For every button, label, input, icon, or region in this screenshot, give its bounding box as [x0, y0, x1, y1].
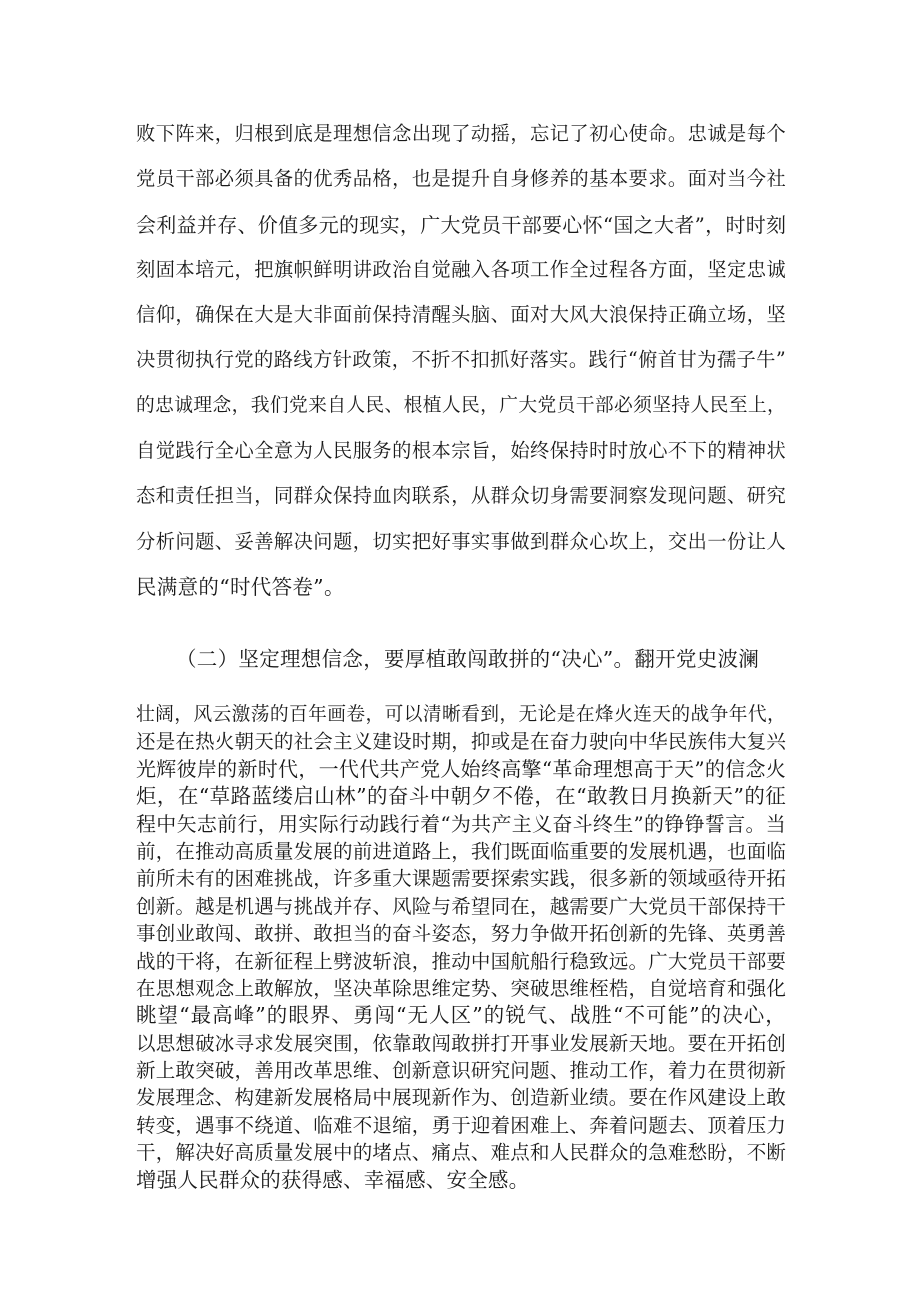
text-line: 决贯彻执行党的路线方针政策，不折不扣抓好落实。践行“俯首甘为孺子牛”	[136, 348, 786, 372]
text-line: 刻固本培元，把旗帜鲜明讲政治自觉融入各项工作全过程各方面，坚定忠诚	[136, 257, 786, 281]
text-line: 发展理念、构建新发展格局中展现新作为、创造新业绩。要在作风建设上敢	[136, 1086, 787, 1110]
text-line: 还是在热火朝天的社会主义建设时期，抑或是在奋力驶向中华民族伟大复兴	[136, 730, 787, 754]
text-line: 转变，遇事不绕道、临难不退缩，勇于迎着困难上、奔着问题去、顶着压力	[136, 1113, 787, 1137]
text-line: 眺望“最高峰”的眼界、勇闯“无人区”的锐气、战胜“不可能”的决心，	[136, 1003, 786, 1028]
text-line: 新上敢突破，善用改革思维、创新意识研究问题、推动工作，着力在贯彻新	[136, 1059, 787, 1083]
text-line: 炬，在“草路蓝缕启山林”的奋斗中朝夕不倦，在“敢教日月换新天”的征	[136, 784, 786, 809]
text-line: 自觉践行全心全意为人民服务的根本宗旨，始终保持时时放心不下的精神状	[136, 439, 786, 463]
text-line: 前所未有的困难挑战，许多重大课题需要探索实践，很多新的领域亟待开拓	[136, 867, 787, 891]
text-line: 败下阵来，归根到底是理想信念出现了动摇，忘记了初心使命。忠诚是每个	[136, 122, 786, 145]
text-line: 程中矢志前行，用实际行动践行着“为共产主义奋斗终生”的铮铮誓言。当	[136, 811, 786, 836]
text-line: 的忠诚理念，我们党来自人民、根植人民，广大党员干部必须坚持人民至上，	[136, 394, 786, 416]
text-line: 在思想观念上敢解放，坚决革除思维定势、突破思维桎梏，自觉培育和强化	[136, 976, 787, 1000]
text-line: 干，解决好高质量发展中的堵点、痛点、难点和人民群众的急难愁盼，不断	[136, 1141, 787, 1165]
text-line: 信仰，确保在大是大非面前保持清醒头脑、面对大风大浪保持正确立场，坚	[136, 303, 786, 327]
section-heading: （二）坚定理想信念，要厚植敢闯敢拼的“决心”。翻开党史波澜	[176, 647, 760, 671]
text-line: 会利益并存、价值多元的现实，广大党员干部要心怀“国之大者”，时时刻	[136, 212, 787, 237]
text-line: 以思想破冰寻求发展突围，依靠敢闯敢拼打开事业发展新天地。要在开拓创	[136, 1031, 787, 1055]
text-line: 创新。越是机遇与挑战并存、风险与希望同在，越需要广大党员干部保持干	[136, 894, 787, 918]
text-line: 民满意的“时代答卷”。	[136, 574, 345, 599]
paragraph-ideals	[136, 639, 786, 1194]
text-line: 增强人民群众的获得感、幸福感、安全感。	[136, 1167, 530, 1192]
text-line: 前，在推动高质量发展的前进道路上，我们既面临重要的发展机遇，也面临	[136, 839, 787, 863]
text-line: 分析问题、妥善解决问题，切实把好事实事做到群众心坎上，交出一份让人	[136, 529, 786, 553]
text-line: 壮阔，风云激荡的百年画卷，可以清晰看到，无论是在烽火连天的战争年代，	[136, 704, 786, 725]
text-line: 光辉彼岸的新时代，一代代共产党人始终高擎“革命理想高于天”的信念火	[136, 756, 786, 781]
text-line: 事创业敢闯、敢拼、敢担当的奋斗姿态，努力争做开拓创新的先锋、英勇善	[136, 922, 787, 946]
text-line: 态和责任担当，同群众保持血肉联系，从群众切身需要洞察发现问题、研究	[136, 484, 786, 508]
paragraph-loyalty	[136, 114, 786, 612]
text-line: 战的干将，在新征程上劈波斩浪，推动中国航船行稳致远。广大党员干部要	[136, 949, 787, 973]
text-line: 党员干部必须具备的优秀品格，也是提升自身修养的基本要求。面对当今社	[136, 167, 786, 191]
